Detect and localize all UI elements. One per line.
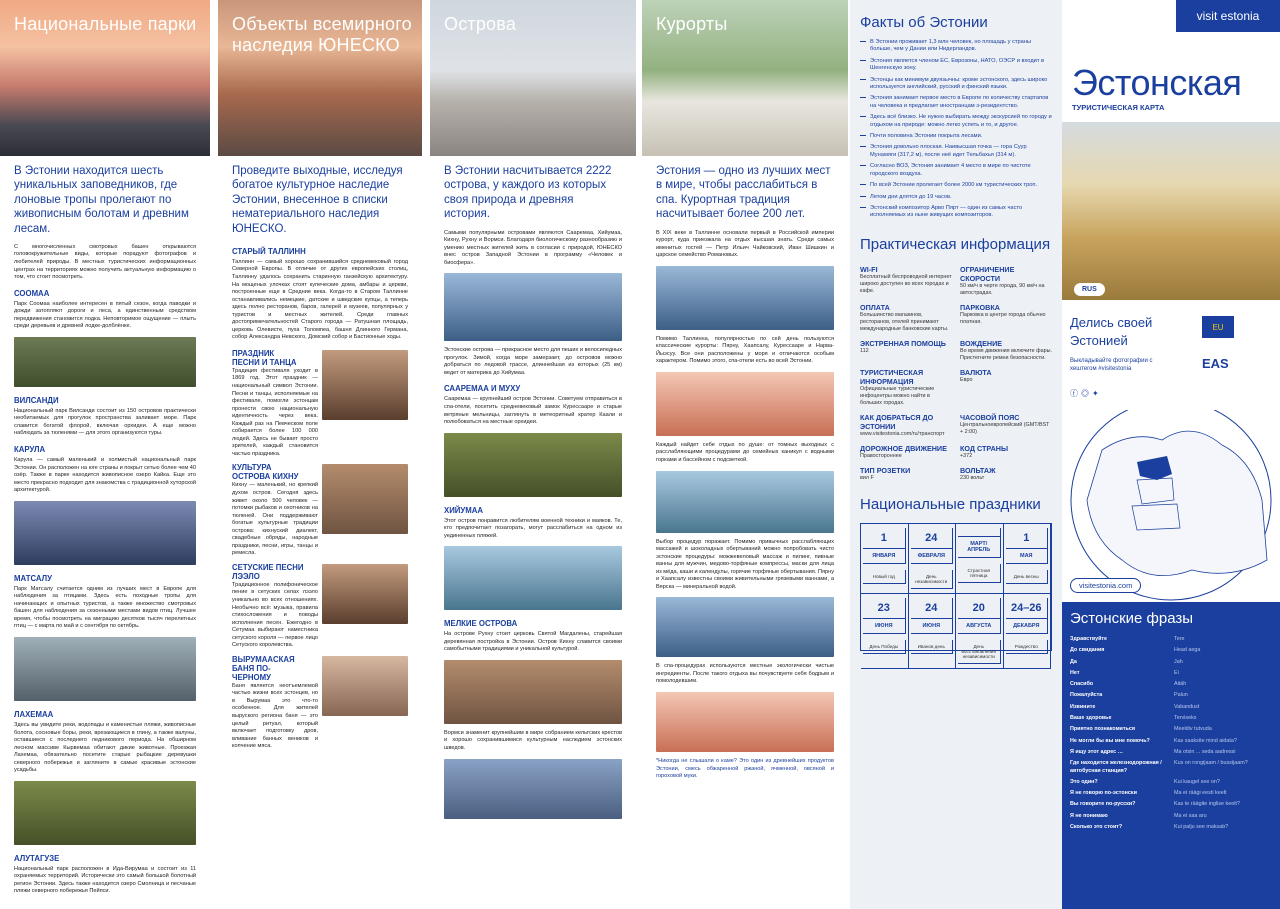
cover-title: Эстонская (1072, 62, 1242, 103)
holiday-cell (1004, 594, 1052, 669)
holiday-cell (909, 594, 957, 669)
facts-list (850, 37, 1062, 222)
practical-info-text: 230 вольт (960, 474, 985, 481)
phrase-row (1062, 758, 1280, 777)
section-text: Традиционное полифоническое пение в сетуских селах лээло уникально во всех отношениях. Необычно всё: музыка, правила стихосложения и поводы исполнения песен. Ежегодно в Сетумаа выбирают наместника сетуского короля — первое лицо Сетуского королевства. (232, 581, 318, 649)
section-heading: ВЫРУMAAСКАЯ БАНЯ ПО-ЧЕРНОМУ (232, 654, 295, 682)
fact-item: В Эстонии проживает 1,3 млн человек, но площадь у страны больше, чем у Дании или Нидерландов. (850, 37, 1062, 56)
spa-pool-photo (656, 266, 834, 330)
phrase-et: Palun (1174, 692, 1188, 699)
holiday-month: ДЕКАБРЯ (1006, 619, 1049, 634)
practical-info-text: Правостороннее (860, 452, 902, 459)
island-pier-photo (444, 273, 622, 341)
karula-photo (14, 501, 196, 565)
fact-item: Эстония занимает первое место в Европе по количеству стартапов на человека и предлагает иностранцам э-резидентство. (850, 93, 1062, 112)
phrase-et: Kui palju see maksab? (1174, 824, 1229, 831)
national-parks-intro: С многочисленных смотровых башен открываются головокружительные виды, которые порадуют фотографов и любителей природы. В местных туристических информационных центрах на территориях можно получить актуальную информацию о том, что стоит посмотреть. (14, 243, 196, 281)
section-heading: ЛАХЕМАА (14, 710, 54, 719)
share-text: Выкладывайте фотографии с хештегом #visitestonia (1070, 358, 1153, 372)
practical-info-text: вил F (860, 474, 874, 481)
section-heading: МАТСАЛУ (14, 573, 52, 583)
resorts-hero (642, 0, 848, 156)
phrase-ru: Не могли бы вы мне помочь? (1070, 737, 1150, 744)
fact-item: Эстонский композитор Арво Пярт — один из самых часто исполняемых из ныне живущих композиторов. (850, 203, 1062, 222)
phrase-row (1062, 724, 1280, 735)
section-text: Сааремаа — крупнейший остров Эстонии. Советуем отправиться в спа-отели, посетить средневековый замок Курессааре и старые ветряные мельницы, заглянуть в метеоритный кратер Каали и полюбоваться на местные орхидеи. (444, 396, 622, 426)
resorts-title: Курорты (656, 14, 728, 34)
lighthouse-photo (444, 759, 622, 819)
islands-hero (430, 0, 636, 156)
practical-info-item (960, 460, 1052, 482)
fact-item: Эстонцы как минимум двуязычны: кроме эстонского, здесь широко используется английский, русский и финский языки. (850, 75, 1062, 94)
seto-photo (322, 564, 408, 624)
resorts-text: В спа-процедурах используются местные экологически чистые ингредиенты. После такого отдыха вы почувствуете себя бодрым и помолодевшим. (656, 663, 834, 685)
practical-info-heading: ВОЖДЕНИЕ (960, 338, 1003, 348)
resorts-foot: *Никогда не слышали о каме? Это один из древнейших продуктов Эстонии, смесь обжаренной ржаной, ячменной, овсяной и гороховой муки. (656, 757, 834, 780)
practical-info-item (860, 362, 952, 407)
section-heading: ВИЛСАНДИ (14, 395, 59, 405)
social-icons[interactable] (1070, 388, 1102, 399)
visit-estonia-logo[interactable]: visit estonia (1176, 0, 1280, 32)
resorts-column (642, 0, 848, 909)
holiday-day (958, 528, 1001, 537)
national-parks-column (0, 0, 210, 909)
phrase-row (1062, 799, 1280, 810)
phrase-et: Jah (1174, 658, 1183, 665)
holiday-month: ЯНВАРЯ (863, 549, 906, 564)
holiday-day: 24–26 (1006, 598, 1049, 619)
phrase-ru: Я не говорю по-эстонски (1070, 790, 1137, 797)
practical-info-item (860, 460, 952, 482)
fact-item: Почти половина Эстонии покрыта лесами. (850, 131, 1062, 142)
practical-info-heading: ЭКСТРЕННАЯ ПОМОЩЬ (860, 338, 946, 348)
phrase-et: Kui kaugel see on? (1174, 778, 1220, 785)
holiday-cell (956, 524, 1004, 594)
website-link[interactable]: visitestonia.com (1070, 578, 1141, 593)
practical-info-item (960, 438, 1052, 460)
instagram-icon[interactable]: ◎ (1081, 389, 1092, 398)
phrase-et: Ma otsin ... seda aadressi (1174, 748, 1236, 755)
holiday-name: День независимости (911, 570, 954, 589)
section-text: Здесь вы увидите реки, водопады и каменистые пляжи, живописные болота, сосновые боры, реки, врезающиеся в глину, а также валуны, оставшиеся с последнего ледникового периода. На обширном лесном массиве Кырвемаа обитают дикие животные. Проезжая Лахемаа, обязательно посетите старые рыбацкие деревушки северного побережья и загляните в самые красивые эстонские усадьбы. (14, 722, 196, 774)
section-text: Этот остров понравится любителям военной техники и маяков. Те, кто предпочитает позагорать, могут расслабиться на одном из уединенных пляжей. (444, 517, 622, 539)
facts-title: Факты об Эстонии (860, 14, 988, 31)
lahemaa-photo (14, 781, 196, 845)
phrase-et: Head aega (1174, 647, 1201, 654)
practical-info-text: +372 (960, 452, 973, 459)
eu-flag-icon: EU (1202, 316, 1234, 338)
unesco-column (218, 0, 422, 909)
section-heading: МЕЛКИЕ ОСТРОВА (444, 619, 518, 629)
phrase-row (1062, 713, 1280, 724)
holiday-cell (861, 594, 909, 669)
practical-info-heading: WI-FI (860, 264, 878, 274)
practical-info-text: Евро (960, 376, 973, 383)
practical-info-item (960, 407, 1052, 438)
section-heading: СТАРЫЙ ТАЛЛИНН (232, 246, 306, 256)
section-heading: АЛУТАГУЗЕ (14, 853, 60, 863)
holiday-month: ИЮНЯ (863, 619, 906, 634)
holiday-name: День весны (1006, 570, 1049, 584)
practical-info-heading: ТУРИСТИЧЕСКАЯ ИНФОРМАЦИЯ (860, 367, 924, 386)
phrase-et: Kus on rongijaam / bussijaam? (1174, 760, 1248, 767)
eas-logo: EAS (1202, 356, 1229, 371)
share-title: Делись своей Эстонией (1070, 315, 1153, 349)
phrase-row (1062, 736, 1280, 747)
practical-info-heading: ВАЛЮТА (960, 367, 992, 377)
practical-info-text: Во время движения включите фары. Пристегните ремни безопасности. (960, 347, 1052, 361)
practical-info-heading: ДОРОЖНОЕ ДВИЖЕНИЕ (860, 443, 947, 453)
phrase-ru: Да (1070, 658, 1077, 665)
holiday-day: 24 (911, 528, 954, 549)
resorts-text: Помимо Таллинна, популярностью по сей день пользуются классические курорты: Пярну, Хаапсалу, Курессааре и Нарва-Йыэсуу. Все они расположены у моря и отличаются особым характером. Помимо этого, спа-отели есть во всей Эстонии. (656, 335, 834, 365)
practical-info-text: Официальные туристические инфоцентры можно найти в больших городах. (860, 385, 935, 406)
soomaa-photo (14, 337, 196, 387)
cover-subtitle: ТУРИСТИЧЕСКАЯ КАРТА (1072, 103, 1165, 112)
section-heading: СЕТУСКИЕ ПЕСНИ ЛЭЭЛО (232, 562, 304, 581)
section-text: Парк Матсалу считается одним из лучших мест в Европе для наблюдения за птицами. Здесь есть походные тропы для начинающих и опытных туристов, а также множество смотровых башен для наблюдения за сезонными местами видов птиц. Лучшее время, чтобы посмотреть на миграцию десятков тысяч перелетных птиц — с марта по май и с сентября по октябрь. (14, 585, 196, 630)
phrase-et: Ma ei räägi eesti keelt (1174, 790, 1227, 797)
practical-info-item (960, 259, 1052, 297)
practical-info-text: Парковка в центре города обычно платная. (960, 311, 1046, 325)
phrase-ru: Пожалуйста (1070, 692, 1103, 699)
practical-info-title: Практическая информация (860, 235, 1051, 253)
phrase-ru: Где находится железнодорожная / автобусная станция? (1070, 760, 1162, 774)
section-text: На острове Рухну стоит церковь Святой Магдалены, старейшая деревянная постройка в Эстонии. Остров Кихну славится своими самобытными традициями и уникальной культурой. (444, 631, 622, 653)
islands-mid: Эстонские острова — прекрасное место для пеших и велосипедных прогулок. Зимой, когда море замерзает, до островов можно добраться по ледовой трассе, длиннейшая из которых (25 км) ведет от материка до Хийумаа. (444, 347, 622, 376)
resorts-text: Каждый найдет себе отдых по душе: от томных выходных с расслабляющими процедурами до семейных каникул с водными горками и бассейном с подсветкой. (656, 441, 834, 463)
phrase-row (1062, 690, 1280, 701)
holiday-month: ФЕВРАЛЯ (911, 549, 954, 564)
practical-info-item (960, 297, 1052, 333)
section-heading: ХИЙУМАА (444, 505, 484, 515)
practical-info-heading: ОПЛАТА (860, 302, 890, 312)
spa-friends-photo (656, 372, 834, 436)
practical-info-item (860, 259, 952, 297)
practical-info-text: 112 (860, 347, 869, 354)
holiday-name: День восстановления независимости (958, 640, 1001, 664)
practical-info-heading: ТИП РОЗЕТКИ (860, 465, 911, 475)
phrase-et: Ma ei saa aru (1174, 812, 1207, 819)
phrases-panel (1062, 602, 1280, 909)
holiday-cell (1004, 524, 1052, 594)
practical-info-item (860, 407, 952, 438)
phrase-ru: Здравствуйте (1070, 636, 1108, 642)
phrase-row (1062, 788, 1280, 799)
practical-info-item (960, 333, 1052, 362)
fact-item: Согласно ВОЗ, Эстония занимает 4 место в мире по чистоте городского воздуха. (850, 161, 1062, 180)
holiday-month: МАЯ (1006, 549, 1049, 564)
phrase-et: Meeldiv tutvuda (1174, 726, 1212, 733)
phrase-et: Kas te räägite inglise keelt? (1174, 801, 1240, 808)
resorts-lead: Эстония — одно из лучших мест в мире, чтобы расслабиться в спа. Курортная традиция насчитывает более 200 лет. (656, 165, 831, 221)
practical-info-item (860, 297, 952, 333)
sauna-photo (322, 656, 408, 716)
practical-info-heading: ЧАСОВОЙ ПОЯС (960, 412, 1020, 422)
holiday-name: День Победы (863, 640, 906, 654)
holiday-cell (909, 524, 957, 594)
national-parks-title: Национальные парки (14, 14, 197, 34)
phrase-ru: Я не понимаю (1070, 812, 1108, 819)
practical-info-heading: ОГРАНИЧЕНИЕ СКОРОСТИ (960, 264, 1015, 283)
phrase-ru: Сколько это стоит? (1070, 824, 1123, 831)
fact-item: Летом дни длятся до 19 часов. (850, 192, 1062, 203)
section-heading: ПРАЗДНИК ПЕСНИ И ТАНЦА (232, 348, 297, 367)
practical-info-item (960, 362, 1052, 407)
kihnu-photo (322, 464, 408, 534)
cover-column (1062, 0, 1280, 909)
phrase-ru: Приятно познакомиться (1070, 726, 1135, 733)
islands-foot: Вормси знаменит крупнейшим в мире собранием кельтских крестов и хорошо сохранившимися культурным наследием эстонских шведов. (444, 729, 622, 751)
phrase-ru: До свидания (1070, 647, 1105, 654)
section-heading: СААРЕМАА И МУХУ (444, 384, 521, 394)
saaremaa-photo (444, 433, 622, 497)
phrase-ru: Это один? (1070, 778, 1098, 785)
song-festival-photo (322, 350, 408, 420)
practical-info-text: Бесплатный беспроводной интернет широко доступен во всех городах и кафе. (860, 273, 952, 294)
practical-info-heading: ПАРКОВКА (960, 302, 1000, 312)
fact-item: Здесь всё близко. Не нужно выбирать между экскурсией по городу и отдыхом на природе: можно легко успеть и то, и другое. (850, 112, 1062, 131)
phrase-et: Ei (1174, 669, 1179, 676)
phrase-et: Aitäh (1174, 681, 1187, 688)
spa-building-photo (656, 471, 834, 533)
holidays-title: Национальные праздники (860, 495, 1041, 513)
section-text: Баня является неотъемлемой частью жизни всех эстонцев, но в Вырумаа это что-то особенное. Для жителей выруского региона баня — это целый ритуал, который включает подготовку дров, вливание банных веников и копчение мяса. (232, 682, 318, 750)
section-text: Национальный парк Вилсанди состоит из 150 островов практически необитаемых для прогулок пространства заливает море. Парк славится богатой флорой, включая орхидеи. А еще можно наблюдать за тюленями — для этого организуются туры. (14, 407, 196, 437)
fact-item: Эстония довольно плоская. Наивысшая точка — гора Суур Мунамяги (317,2 м), после неё идет Тельбахья (314 м). (850, 142, 1062, 161)
holiday-day: 20 (958, 598, 1001, 619)
holiday-month: МАРТ/АПРЕЛЬ (958, 537, 1001, 558)
phrase-row (1062, 679, 1280, 690)
phrase-row (1062, 645, 1280, 656)
section-text: Парк Соомаа наиболее интересен в пятый сезон, когда паводки и дожди затопляют дороги и леса, а единственным средством передвижения становится лодка. Неповторимое ощущение — плыть среди деревьев и древней лодке-долблёнке. (14, 300, 196, 330)
phrase-row (1062, 811, 1280, 822)
holiday-day: 1 (863, 528, 906, 549)
phrases-title: Эстонские фразы (1070, 610, 1194, 627)
holiday-name: Новый год (863, 570, 906, 584)
section-heading: КАРУЛА (14, 444, 46, 454)
phrase-row (1062, 822, 1280, 833)
phrase-ru: Спасибо (1070, 681, 1094, 688)
phrase-row (1062, 668, 1280, 679)
section-heading: СООМАА (14, 288, 50, 298)
section-text: Национальный парк расположен в Ида-Вирумаа и состоит из 11 охраняемых территорий. Исторически это самый большой болотный регион Эстонии. Здесь также находится озеро Смолница и песчаные пляжи северного побережья Пейпси. (14, 865, 196, 895)
cover-photo (1062, 122, 1280, 300)
baltic-map (1062, 410, 1280, 602)
phrase-ru: Вы говорите по-русски? (1070, 801, 1136, 808)
phrase-row (1062, 657, 1280, 668)
holiday-cell (861, 524, 909, 594)
ruhnu-church-photo (444, 660, 622, 724)
unesco-lead: Проведите выходные, исследуя богатое культурное наследие Эстонии, внесенное в списки нематериального наследия ЮНЕСКО. (232, 165, 403, 235)
practical-info-text: 50 км/ч в черте города, 90 км/ч на автострадах. (960, 282, 1045, 296)
facebook-icon[interactable]: ⓕ (1070, 389, 1081, 398)
facts-column (850, 0, 1062, 909)
holiday-name: Иванов день (911, 640, 954, 654)
hiiumaa-photo (444, 546, 622, 610)
section-text: Традиция фестиваля уходит в 1869 год. Этот праздник — национальный символ Эстонии. Песни и танцы, исполняемые на фестивале, помогли эстонцам пронести свою национальную идентичность через века. Каждый раз на Певческом поле собирается более 100 000 людей. Здесь не бывает просто зрителей, каждый становится частью праздника. (232, 367, 318, 457)
holidays-calendar (860, 523, 1052, 659)
section-heading: КУЛЬТУРА ОСТРОВА КИХНУ (232, 463, 299, 482)
phrase-et: Terviseks (1174, 715, 1197, 722)
phrase-row (1062, 702, 1280, 713)
islands-intro: Самыми популярными островами являются Сааремаа, Хийумаа, Кихну, Рухну и Вормси. Благодаря биологическому разнообразию и умению местных жителей жить в согласии с природой, ЮНЕСКО внес остров Западной Эстонии в программу «Человек и биосфера». (444, 229, 622, 266)
phrase-ru: Ваше здоровье (1070, 715, 1112, 722)
phrase-ru: Я ищу этот адрес … (1070, 748, 1124, 755)
phrase-row (1062, 777, 1280, 788)
phrase-et: Kas saaksite mind aidata? (1174, 737, 1237, 744)
holiday-month: ИЮНЯ (911, 619, 954, 634)
practical-info-item (860, 438, 952, 460)
islands-column (430, 0, 636, 909)
holiday-month: АВГУСТА (958, 619, 1001, 634)
islands-title: Острова (444, 14, 517, 34)
islands-lead: В Эстонии насчитывается 2222 острова, у каждого из которых своя природа и древняя история. (444, 165, 612, 221)
phrase-row (1062, 634, 1280, 645)
practical-info-heading: ВОЛЬТАЖ (960, 465, 996, 475)
phrase-ru: Извините (1070, 703, 1096, 710)
practical-info-heading: КАК ДОБРАТЬСЯ ДО ЭСТОНИИ (860, 412, 934, 431)
practical-info-heading: КОД СТРАНЫ (960, 443, 1008, 453)
section-text: Таллинн — самый хорошо сохранившийся средневековый город Северной Европы. В отличие от других европейских столиц, Таллинну удалось сохранить старинную ганзейскую архитектуру. На мощеных улочках стоят купеческие дома, амбары и церкви, построенные еще в Средние века. Когда-то в Старом Таллинне останавливались немецкие, датские и шведские купцы, а теперь здесь полно ресторанов, баров, галерей и музеев, популярных у туристов и местных жителей. Среди главных достопримечательностей Старого города — Ратушная площадь, церковь Олевисте, пуха Толомпеа, башня Длинного Германа, собор Александра Невского, Домский собор и Бастионные ходы. (232, 258, 408, 341)
unesco-hero (218, 0, 422, 156)
holiday-day: 24 (911, 598, 954, 619)
section-text: Кихну — маленький, но крепкий духом остров. Сегодня здесь живет около 500 человек — потомки рыбаков и охотников на тюленей. Они поддерживают богатые культурные традиции острова: кихнуский диалект, свадебные обряды, народные праздники, песни, игры, танцы и ремесла. (232, 482, 318, 557)
holiday-cell (956, 594, 1004, 669)
spa-interior-photo (656, 597, 834, 657)
fact-item: Эстония является членом ЕС, Еврозоны, НАТО, ОЭСР и входит в Шенгенскую зону. (850, 56, 1062, 75)
holiday-day: 1 (1006, 528, 1049, 549)
unesco-title: Объекты всемирного наследия ЮНЕСКО (232, 14, 412, 55)
twitter-icon[interactable]: ✦ (1092, 389, 1102, 398)
fact-item: По всей Эстонии пролегает более 2000 км туристических троп. (850, 180, 1062, 191)
practical-info-grid (850, 259, 1062, 482)
resorts-text: Выбор процедур поражает. Помимо привычных расслабляющих массажей и шоколадных обертываний можно попробовать чисто эстонские процедуры: можжевеловый массаж и пилинг, пивные ванны для мужчин, медово-торфяные компрессы, маски для лица из мёда, каши и календулы, горячие торфяные обертывания. Пярну и Хаапсалу известны своими живительными грязевыми ваннами, а Вярска — минеральной водой. (656, 538, 834, 590)
matsalu-photo (14, 637, 196, 701)
practical-info-text: www.visitestonia.com/ru/транспорт (860, 430, 945, 437)
holiday-name: Страстная пятница (958, 564, 1001, 583)
holiday-name: Рождество (1006, 640, 1049, 654)
national-parks-hero (0, 0, 210, 156)
phrase-row (1062, 747, 1280, 758)
practical-info-text: Большинство магазинов, ресторанов, отелей принимают международные банковские карты. (860, 311, 949, 332)
practical-info-text: Центральноевропейский (GMT/BST + 2:00) (960, 421, 1050, 435)
holiday-day: 23 (863, 598, 906, 619)
phrase-ru: Нет (1070, 669, 1080, 676)
phrases-list (1062, 634, 1280, 833)
phrase-et: Vabandust (1174, 703, 1200, 710)
spa-treatment-photo (656, 692, 834, 752)
national-parks-lead: В Эстонии находится шесть уникальных заповедников, где лоновые тропы пролегают по живописным болотам и древним лесам. (14, 165, 189, 235)
section-text: Карула — самый маленький и холмистый национальный парк Эстонии. Он расположен на юге страны и покрыт сетью более чем 40 озёр. Также в парке находится живописное озеро Кайка. Еще это место прекрасно подходит для знакомства с традиционной хуторской архитектурой. (14, 456, 196, 494)
resorts-intro: В XIX веке в Таллинне основали первый в Российской империи курорт, куда приезжала на отдых высшая знать. Среди самых именитых гостей — Петр Ильич Чайковский, Иван Шишкин и царское семейство Романовых. (656, 229, 834, 259)
practical-info-item (860, 333, 952, 362)
language-badge: RUS (1074, 283, 1105, 296)
phrase-et: Tere (1174, 636, 1185, 642)
